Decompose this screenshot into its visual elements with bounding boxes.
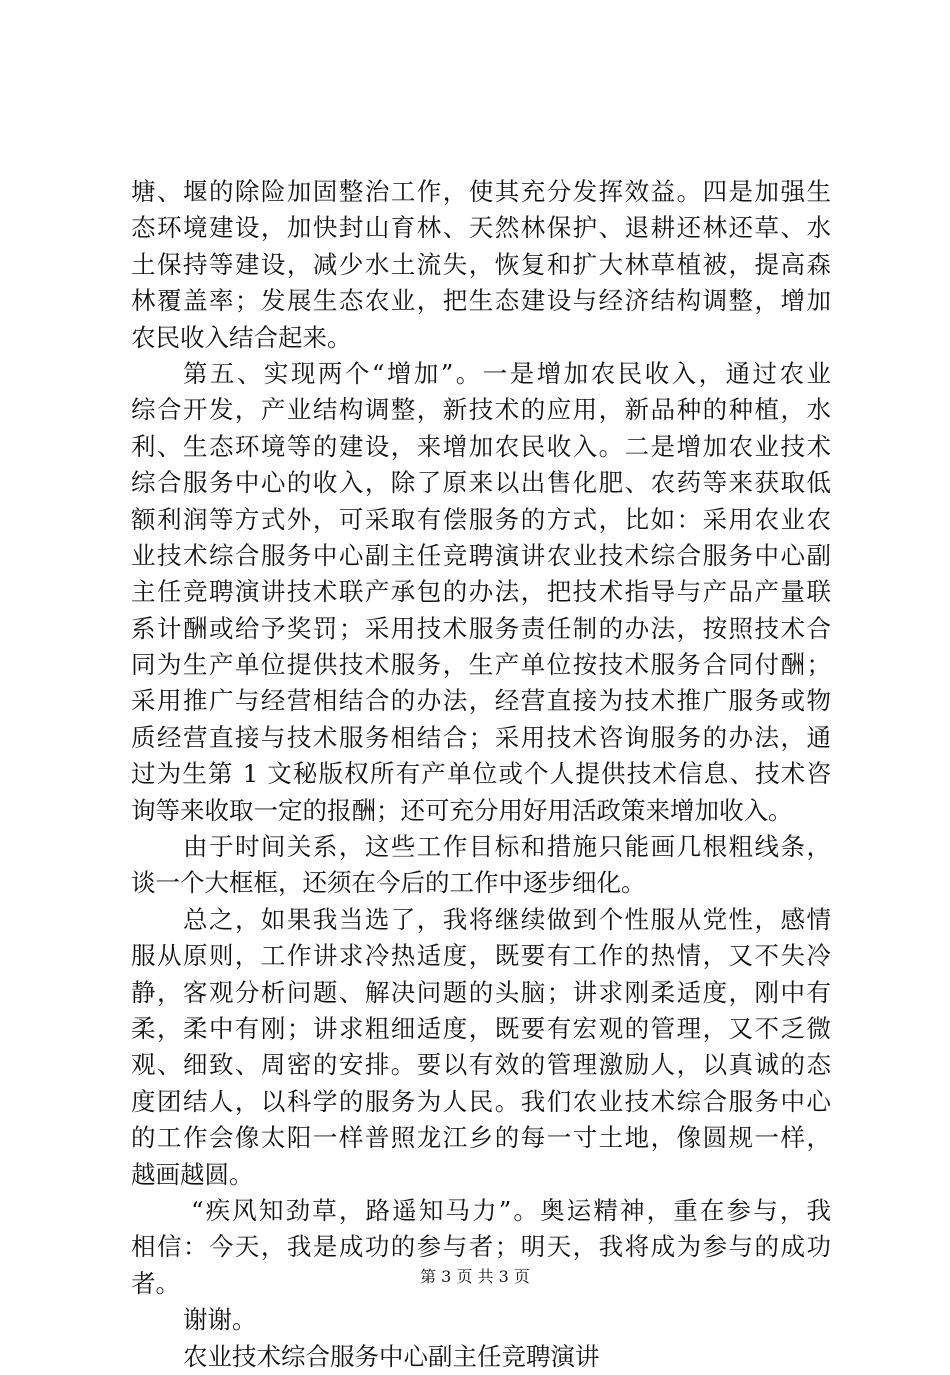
paragraph-first-line: 第五、实现两个“增加”。一是增加农民收入，通过农业 [183, 358, 831, 388]
page-number-footer: 第 3 页 共 3 页 [420, 1267, 530, 1286]
text-line: 静，客观分析问题、解决问题的头脑；讲求刚柔适度，刚中有 [131, 977, 831, 1007]
text-line: 服从原则，工作讲求冷热适度，既要有工作的热情，又不失冷 [131, 941, 831, 971]
text-line: 越画越圆。 [131, 1159, 254, 1189]
text-line: 的工作会像太阳一样普照龙江乡的每一寸土地，像圆规一样， [131, 1123, 831, 1153]
text-line: 农民收入结合起来。 [131, 322, 352, 352]
text-line: 柔，柔中有刚；讲求粗细适度，既要有宏观的管理，又不乏微 [131, 1013, 831, 1043]
text-line: 质经营直接与技术服务相结合；采用技术咨询服务的办法，通 [131, 722, 831, 752]
closing-title: 农业技术综合服务中心副主任竞聘演讲 [183, 1341, 600, 1371]
text-line: 土保持等建设，减少水土流失，恢复和扩大林草植被，提高森 [131, 249, 831, 279]
text-line: 综合开发，产业结构调整，新技术的应用，新品种的种植，水 [131, 395, 831, 425]
text-line: 询等来收取一定的报酬；还可充分用好用活政策来增加收入。 [131, 795, 793, 825]
text-line: 综合服务中心的收入，除了原来以出售化肥、农药等来获取低 [131, 468, 831, 498]
text-line: 采用推广与经营相结合的办法，经营直接为技术推广服务或物 [131, 686, 831, 716]
text-line: 林覆盖率；发展生态农业，把生态建设与经济结构调整，增加 [131, 286, 831, 316]
paragraph-first-line: 总之，如果我当选了，我将继续做到个性服从党性，感情 [183, 904, 831, 934]
text-line: 过为生第 1 文秘版权所有产单位或个人提供技术信息、技术咨 [131, 759, 831, 789]
text-line: 态环境建设，加快封山育林、天然林保护、退耕还林还草、水 [131, 213, 831, 243]
text-line: 系计酬或给予奖罚；采用技术服务责任制的办法，按照技术合 [131, 613, 831, 643]
text-line: 主任竞聘演讲技术联产承包的办法，把技术指导与产品产量联 [131, 577, 831, 607]
text-line: 者。 [131, 1268, 180, 1298]
text-line: 观、细致、周密的安排。要以有效的管理激励人，以真诚的态 [131, 1050, 831, 1080]
text-line: 塘、堰的除险加固整治工作，使其充分发挥效益。四是加强生 [131, 177, 831, 206]
paragraph-first-line: “疾风知劲草，路遥知马力”。奥运精神，重在参与，我 [191, 1195, 831, 1225]
text-line: 谈一个大框框，还须在今后的工作中逐步细化。 [131, 868, 646, 898]
text-line: 同为生产单位提供技术服务，生产单位按技术服务合同付酬； [131, 650, 831, 680]
text-line: 利、生态环境等的建设，来增加农民收入。二是增加农业技术 [131, 431, 831, 461]
document-body [131, 174, 831, 1375]
text-line: 相信：今天，我是成功的参与者；明天，我将成为参与的成功 [131, 1232, 831, 1262]
paragraph-first-line: 由于时间关系，这些工作目标和措施只能画几根粗线条， [183, 832, 831, 862]
text-line: 额利润等方式外，可采取有偿服务的方式，比如：采用农业农 [131, 504, 831, 534]
closing-thanks: 谢谢。 [183, 1305, 257, 1335]
text-line: 度团结人，以科学的服务为人民。我们农业技术综合服务中心 [131, 1086, 831, 1116]
text-line: 业技术综合服务中心副主任竞聘演讲农业技术综合服务中心副 [131, 540, 831, 570]
